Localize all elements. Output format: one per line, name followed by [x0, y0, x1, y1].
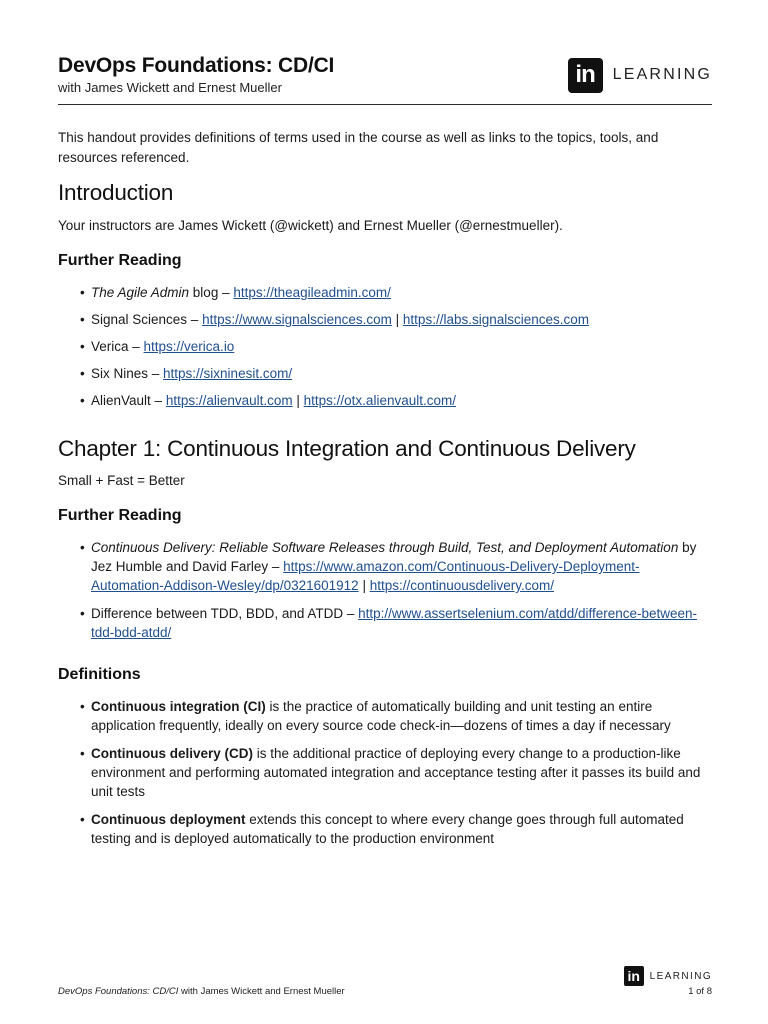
page-footer	[58, 962, 712, 1002]
reading-list-item	[58, 604, 712, 642]
definition-item	[58, 744, 712, 801]
reading-text: Signal Sciences –	[91, 312, 203, 327]
definitions-heading: Definitions	[58, 666, 141, 683]
reading-link[interactable]: https://continuousdelivery.com/	[369, 578, 555, 593]
reading-text: Verica –	[91, 339, 144, 354]
reading-link[interactable]: https://theagileadmin.com/	[233, 285, 391, 300]
definition-text: is the practice of automatically building and unit testing an entire application frequently, ideally on every source code check-in—dozens of times a day if necessary	[91, 699, 671, 733]
linkedin-learning-logo	[568, 57, 712, 93]
definition-term: Continuous delivery (CD)	[91, 746, 254, 761]
footer-authors: with James Wickett and Ernest Mueller	[178, 986, 345, 997]
reading-text: Six Nines –	[91, 366, 164, 381]
definition-term: Continuous deployment	[91, 812, 246, 827]
chapter-1-body: Small + Fast = Better	[58, 473, 185, 488]
definition-item	[58, 810, 712, 848]
document-title: DevOps Foundations: CD/CI	[58, 54, 335, 77]
footer-course-credit	[58, 986, 345, 997]
document-header	[58, 54, 712, 105]
intro-reading-list	[58, 283, 712, 418]
reading-title: The Agile Admin	[91, 285, 190, 300]
reading-list-item: • AlienVault – https://alienvault.com | https://otx.alienvault.com/	[58, 391, 712, 410]
further-reading-heading-ch1: Further Reading	[58, 507, 182, 524]
reading-text: AlienVault –	[91, 393, 166, 408]
logo-learning-text: LEARNING	[612, 66, 712, 83]
reading-link[interactable]: https://otx.alienvault.com/	[303, 393, 456, 408]
definition-text: extends this concept to where every change goes through full automated testing and is deployed automatically to the production environment	[91, 812, 684, 846]
reading-text: blog –	[189, 285, 234, 300]
introduction-heading: Introduction	[58, 180, 174, 205]
reading-text: Difference between TDD, BDD, and ATDD –	[91, 606, 359, 621]
definition-text: is the additional practice of deploying every change to a production-like environment and performing automated integration and acceptance testing after it passes its build and unit tests	[91, 746, 701, 799]
chapter-1-heading: Chapter 1: Continuous Integration and Continuous Delivery	[58, 436, 636, 461]
reading-link[interactable]: http://www.assertselenium.com/atdd/difference-between-tdd-bdd-atdd/	[91, 606, 698, 640]
reading-link[interactable]: https://alienvault.com	[165, 393, 293, 408]
footer-logo	[624, 966, 712, 986]
reading-list-item	[58, 364, 712, 383]
introduction-body: Your instructors are James Wickett (@wickett) and Ernest Mueller (@ernestmueller).	[58, 218, 563, 233]
chapter-1-reading-list	[58, 538, 712, 651]
reading-list-item: • Continuous Delivery: Reliable Software Releases through Build, Test, and Deployment Automation by Jez Humble and David Farley – https://www.amazon.com/Continuous-Delivery-Deployment-Automation-Addison-Wesley/dp/0321601912 | https://continuousdelivery.com/	[58, 538, 712, 595]
definition-term: Continuous integration (CI)	[91, 699, 266, 714]
reading-text: by Jez Humble and David Farley –	[91, 540, 697, 574]
reading-title: Continuous Delivery: Reliable Software Releases through Build, Test, and Deployment Automation	[91, 540, 679, 555]
reading-link[interactable]: https://verica.io	[143, 339, 235, 354]
document-subtitle: with James Wickett and Ernest Mueller	[58, 80, 282, 95]
reading-link[interactable]: https://www.signalsciences.com	[202, 312, 392, 327]
footer-course-title: DevOps Foundations: CD/CI	[58, 986, 179, 997]
linkedin-icon: in	[568, 58, 603, 93]
reading-link[interactable]: https://labs.signalsciences.com	[402, 312, 590, 327]
reading-list-item	[58, 337, 712, 356]
definition-item	[58, 697, 712, 735]
footer-logo-learning-text: LEARNING	[649, 970, 712, 982]
definitions-list	[58, 697, 712, 857]
further-reading-heading-intro: Further Reading	[58, 252, 182, 269]
handout-intro-text: This handout provides definitions of terms used in the course as well as links to the topics, tools, and resources referenced.	[58, 130, 659, 165]
page-number: 1 of 8	[688, 986, 712, 997]
reading-link[interactable]: https://www.amazon.com/Continuous-Delivery-Deployment-Automation-Addison-Wesley/dp/0321601912	[91, 559, 640, 593]
linkedin-icon: in	[624, 966, 644, 986]
reading-list-item: • Signal Sciences – https://www.signalsciences.com | https://labs.signalsciences.com	[58, 310, 712, 329]
reading-link[interactable]: https://sixninesit.com/	[163, 366, 293, 381]
reading-list-item	[58, 283, 712, 302]
